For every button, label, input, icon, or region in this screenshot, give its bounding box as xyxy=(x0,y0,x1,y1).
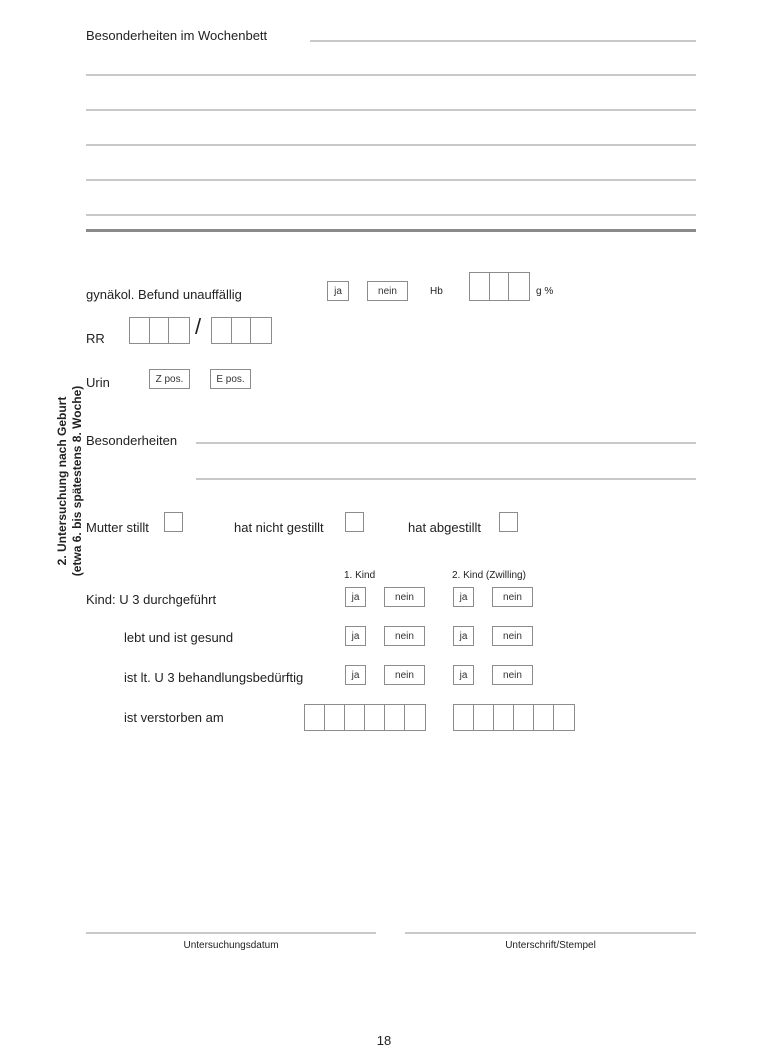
hb-unit: g % xyxy=(536,286,554,297)
section-divider xyxy=(86,229,696,232)
mutter-stillt-label: Mutter stillt xyxy=(86,520,149,535)
kind1-behandlung-ja-checkbox[interactable]: ja xyxy=(345,665,366,685)
kind2-behandlung-nein-checkbox[interactable]: nein xyxy=(492,665,533,685)
nicht-gestillt-checkbox[interactable] xyxy=(345,512,364,532)
kind-verstorben-label: ist verstorben am xyxy=(124,710,224,725)
side-label-line2: (etwa 6. bis spätestens 8. Woche) xyxy=(70,385,84,577)
kind2-behandlung-ja-checkbox[interactable]: ja xyxy=(453,665,474,685)
kind-gesund-label: lebt und ist gesund xyxy=(124,630,234,645)
wochenbett-line-6[interactable] xyxy=(86,214,696,216)
kind-u3-label: Kind: U 3 durchgeführt xyxy=(86,592,217,607)
abgestillt-label: hat abgestillt xyxy=(408,520,481,535)
wochenbett-label: Besonderheiten im Wochenbett xyxy=(86,28,268,43)
hb-label: Hb xyxy=(430,286,443,297)
kind1-u3-ja-checkbox[interactable]: ja xyxy=(345,587,366,607)
gyn-nein-checkbox[interactable]: nein xyxy=(367,281,408,301)
kind2-u3-nein-checkbox[interactable]: nein xyxy=(492,587,533,607)
kind1-verstorben-date-input[interactable] xyxy=(304,704,426,731)
kind1-gesund-ja-checkbox[interactable]: ja xyxy=(345,626,366,646)
kind2-gesund-nein-checkbox[interactable]: nein xyxy=(492,626,533,646)
nicht-gestillt-label: hat nicht gestillt xyxy=(234,520,324,535)
side-section-label xyxy=(47,372,93,590)
datum-label: Untersuchungsdatum xyxy=(183,940,279,951)
besonderheiten-line-2[interactable] xyxy=(196,478,696,480)
wochenbett-line-4[interactable] xyxy=(86,144,696,146)
kind1-behandlung-nein-checkbox[interactable]: nein xyxy=(384,665,425,685)
rr-systolic-input[interactable] xyxy=(129,317,190,344)
gyn-ja-checkbox[interactable]: ja xyxy=(327,281,349,301)
page-number: 18 xyxy=(376,1033,392,1048)
kind1-u3-nein-checkbox[interactable]: nein xyxy=(384,587,425,607)
datum-line[interactable] xyxy=(86,932,376,934)
gyn-befund-label: gynäkol. Befund unauffällig xyxy=(86,287,242,302)
wochenbett-line-3[interactable] xyxy=(86,109,696,111)
kind-col2-header: 2. Kind (Zwilling) xyxy=(452,570,526,581)
kind1-gesund-nein-checkbox[interactable]: nein xyxy=(384,626,425,646)
rr-separator: / xyxy=(195,314,202,339)
kind-col1-header: 1. Kind xyxy=(344,570,376,581)
hb-value-input[interactable] xyxy=(469,272,530,301)
kind-behandlung-label: ist lt. U 3 behandlungsbedürftig xyxy=(124,670,304,685)
rr-diastolic-input[interactable] xyxy=(211,317,272,344)
unterschrift-label: Unterschrift/Stempel xyxy=(505,940,596,951)
wochenbett-line-2[interactable] xyxy=(86,74,696,76)
side-label-line1: 2. Untersuchung nach Geburt xyxy=(55,396,69,566)
urin-e-pos-checkbox[interactable]: E pos. xyxy=(210,369,251,389)
kind2-verstorben-date-input[interactable] xyxy=(453,704,575,731)
abgestillt-checkbox[interactable] xyxy=(499,512,518,532)
besonderheiten-line-1[interactable] xyxy=(196,442,696,444)
mutter-stillt-checkbox[interactable] xyxy=(164,512,183,532)
kind2-gesund-ja-checkbox[interactable]: ja xyxy=(453,626,474,646)
urin-z-pos-checkbox[interactable]: Z pos. xyxy=(149,369,190,389)
rr-label: RR xyxy=(86,331,105,346)
wochenbett-line-5[interactable] xyxy=(86,179,696,181)
besonderheiten-label: Besonderheiten xyxy=(86,433,178,448)
urin-label: Urin xyxy=(86,375,110,390)
unterschrift-line[interactable] xyxy=(405,932,696,934)
kind2-u3-ja-checkbox[interactable]: ja xyxy=(453,587,474,607)
wochenbett-line-1[interactable] xyxy=(310,40,696,42)
